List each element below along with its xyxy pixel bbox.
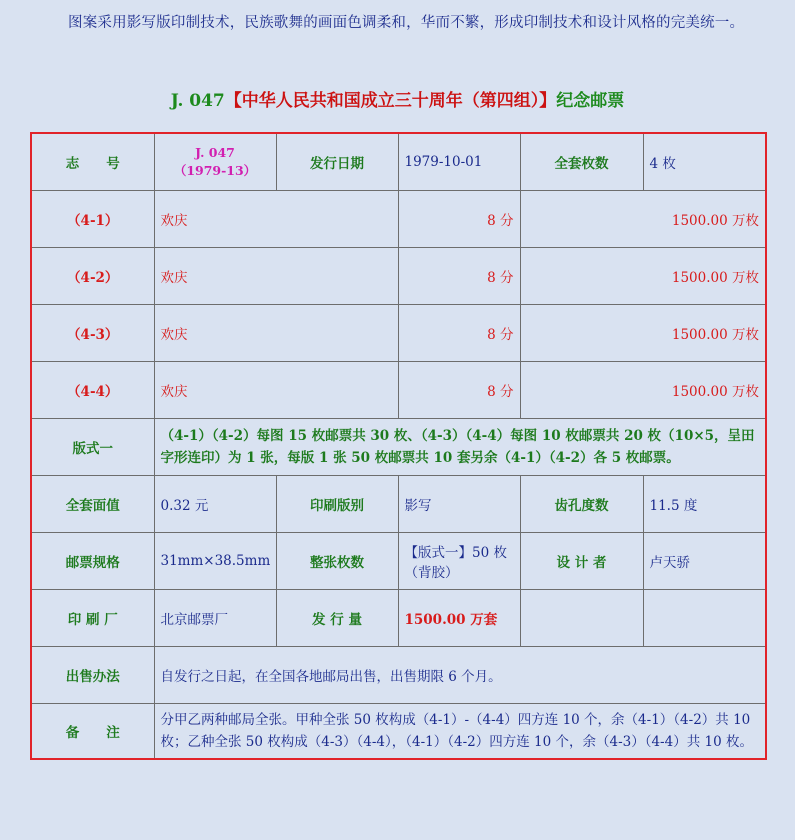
stamp-name: 欢庆 [154, 361, 398, 418]
format-text: （4-1）（4-2）每图 15 枚邮票共 30 枚、（4-3）（4-4）每图 10 枚邮票共 20 枚（10×5，呈田字形连印）为 1 张，每版 1 张 50 枚邮票共 10 套另余（4-1）（4-2）各 5 枚邮票。 [154, 418, 766, 475]
title-suffix: 纪念邮票 [556, 91, 625, 111]
stamp-code-line2: （1979-13） [173, 162, 257, 178]
sheet-count-line2: （背胶） [404, 564, 459, 581]
remarks-label: 备 注 [31, 703, 154, 759]
sheet-count [398, 532, 520, 589]
issue-date-label: 发行日期 [276, 133, 398, 190]
face-value: 0.32 元 [154, 475, 276, 532]
stamp-code-line1: J. 047 [195, 144, 235, 160]
table-row [31, 361, 766, 418]
title-name: 【中华人民共和国成立三十周年（第四组）】 [224, 91, 557, 111]
stamp-name: 欢庆 [154, 304, 398, 361]
stamp-value: 8 分 [398, 361, 520, 418]
table-row [31, 646, 766, 703]
format-label: 版式一 [31, 418, 154, 475]
size-label: 邮票规格 [31, 532, 154, 589]
table-row [31, 304, 766, 361]
stamp-name: 欢庆 [154, 190, 398, 247]
set-count-label: 全套枚数 [520, 133, 643, 190]
perf-label: 齿孔度数 [520, 475, 643, 532]
print-type-label: 印刷版别 [276, 475, 398, 532]
stamp-id: （4-2） [31, 247, 154, 304]
circulation: 1500.00 万套 [398, 589, 520, 646]
table-row [31, 475, 766, 532]
sheet-count-line1: 【版式一】50 枚 [404, 544, 507, 561]
perf: 11.5 度 [643, 475, 766, 532]
stamp-quantity: 1500.00 万枚 [520, 304, 766, 361]
page-title [0, 88, 795, 114]
zhihao-label: 志 号 [31, 133, 154, 190]
set-count: 4 枚 [643, 133, 766, 190]
empty-cell [520, 589, 643, 646]
printer-label: 印 刷 厂 [31, 589, 154, 646]
designer-label: 设 计 者 [520, 532, 643, 589]
sale-label: 出售办法 [31, 646, 154, 703]
table-row [31, 589, 766, 646]
empty-cell [643, 589, 766, 646]
stamp-info-table [30, 132, 767, 760]
intro-paragraph: 图案采用影写版印制技术，民族歌舞的画面色调柔和，华而不繁，形成印制技术和设计风格的完美统一。 [68, 15, 745, 31]
table-row [31, 703, 766, 759]
stamp-quantity: 1500.00 万枚 [520, 247, 766, 304]
stamp-quantity: 1500.00 万枚 [520, 361, 766, 418]
stamp-id: （4-4） [31, 361, 154, 418]
issue-date: 1979-10-01 [398, 133, 520, 190]
table-row [31, 190, 766, 247]
printer: 北京邮票厂 [154, 589, 276, 646]
table-row [31, 418, 766, 475]
print-type: 影写 [398, 475, 520, 532]
sale-text: 自发行之日起，在全国各地邮局出售，出售期限 6 个月。 [154, 646, 766, 703]
designer: 卢天骄 [643, 532, 766, 589]
table-row [31, 532, 766, 589]
size: 31mm×38.5mm [154, 532, 276, 589]
circulation-label: 发 行 量 [276, 589, 398, 646]
stamp-id: （4-1） [31, 190, 154, 247]
stamp-code [154, 133, 276, 190]
stamp-value: 8 分 [398, 247, 520, 304]
stamp-id: （4-3） [31, 304, 154, 361]
stamp-quantity: 1500.00 万枚 [520, 190, 766, 247]
remarks-text: 分甲乙两种邮局全张。甲种全张 50 枚构成（4-1）-（4-4）四方连 10 个，余（4-1）（4-2）共 10 枚；乙种全张 50 枚构成（4-3）（4-4），（4-1）（4-2）四方连 10 个，余（4-3）（4-4）共 10 枚。 [154, 703, 766, 759]
table-row [31, 133, 766, 190]
stamp-value: 8 分 [398, 190, 520, 247]
stamp-name: 欢庆 [154, 247, 398, 304]
stamp-value: 8 分 [398, 304, 520, 361]
title-code: J. 047 [170, 91, 225, 111]
sheet-count-label: 整张枚数 [276, 532, 398, 589]
table-row [31, 247, 766, 304]
face-value-label: 全套面值 [31, 475, 154, 532]
